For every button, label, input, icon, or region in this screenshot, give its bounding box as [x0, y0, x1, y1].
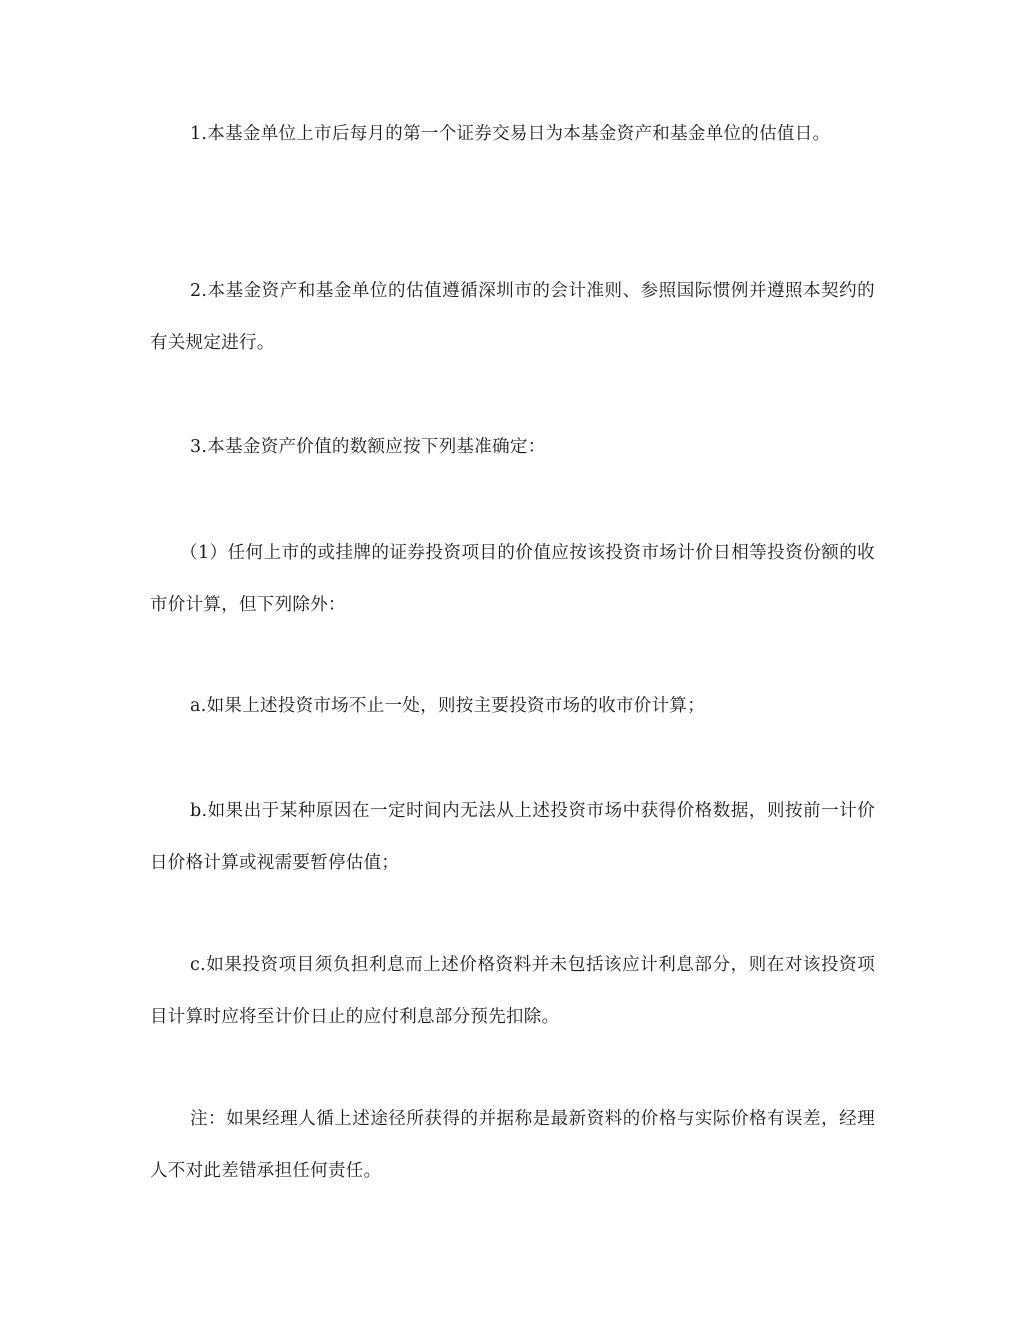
- paragraph-listed-securities: （1）任何上市的或挂牌的证券投资项目的价值应按该投资市场计价日相等投资份额的收市价计算，但下列除外：: [150, 543, 875, 615]
- paragraph-note: 注：如果经理人循上述途径所获得的并据称是最新资料的价格与实际价格有误差，经理人不对此差错承担任何责任。: [150, 1109, 875, 1181]
- paragraph-exception-b: b.如果出于某种原因在一定时间内无法从上述投资市场中获得价格数据，则按前一计价日价格计算或视需要暂停估值；: [150, 801, 875, 873]
- paragraph-valuation-day: 1.本基金单位上市后每月的第一个证券交易日为本基金资产和基金单位的估值日。: [190, 124, 831, 144]
- paragraph-valuation-principles: 2.本基金资产和基金单位的估值遵循深圳市的会计准则、参照国际惯例并遵照本契约的有关规定进行。: [150, 281, 875, 353]
- paragraph-exception-c: c.如果投资项目须负担利息而上述价格资料并未包括该应计利息部分，则在对该投资项目计算时应将至计价日止的应付利息部分预先扣除。: [150, 955, 875, 1027]
- paragraph-exception-a: a.如果上述投资市场不止一处，则按主要投资市场的收市价计算；: [190, 696, 705, 716]
- paragraph-valuation-basis: 3.本基金资产价值的数额应按下列基准确定：: [190, 437, 546, 457]
